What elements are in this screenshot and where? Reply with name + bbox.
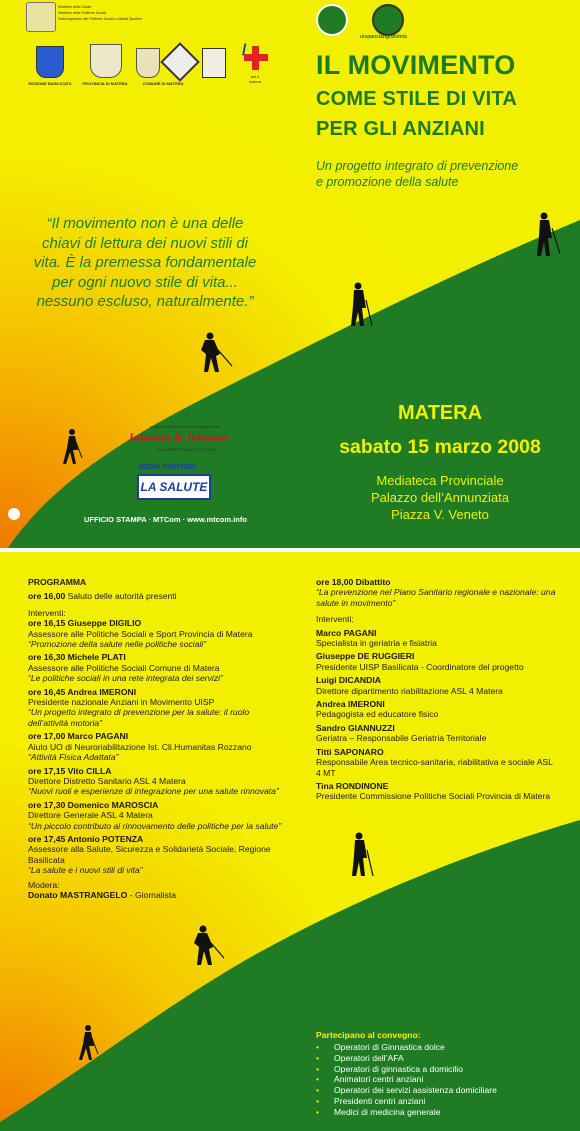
lasalute-logo: LA SALUTE	[137, 474, 211, 500]
debate-speaker	[316, 699, 556, 720]
debate-interventi-label: Interventi:	[316, 614, 354, 625]
johnson-logo: Johnson & Johnson	[127, 430, 229, 444]
event-venue	[300, 472, 580, 523]
program-column	[28, 577, 290, 900]
comune-label: COMUNE DI MATERA	[142, 81, 184, 86]
sassi-logo-icon	[202, 48, 226, 78]
debate-column	[316, 577, 556, 805]
program-item	[28, 687, 290, 729]
speaker-name: Giuseppe DE RUGGIERI	[316, 651, 415, 662]
asl-line2: matera	[248, 79, 262, 84]
event-date: sabato 15 marzo 2008	[339, 436, 541, 458]
program-item-head: ore 16,15 Giuseppe DIGILIO	[28, 618, 142, 629]
subtitle	[316, 158, 518, 190]
speaker-name: Marco PAGANI	[316, 627, 377, 638]
participants-heading: Partecipano al convegno:	[316, 1030, 421, 1040]
speaker-role: Presidente Commissione Politiche Sociali Provincia di Matera	[316, 791, 551, 802]
list-item: • Medici di medicina generale	[316, 1107, 566, 1118]
event-city: MATERA	[397, 402, 483, 424]
anziani-logo-icon	[372, 4, 404, 36]
program-item-talk: “Le politiche sociali in una rete integrata dei servizi”	[28, 673, 223, 684]
moderator-label: Modera:	[28, 879, 60, 890]
program-item-role: Aiuto UO di Neuroriabilitazione Ist. Cli.Humanitas Rozzano	[28, 741, 252, 752]
speaker-name: Luigi DICANDIA	[316, 675, 381, 686]
participants-block	[316, 1030, 566, 1118]
program-item-role: Assessore alla Salute, Sicurezza e Solidarietà Sociale, Regione Basilicata	[28, 844, 271, 865]
program-item	[28, 834, 290, 876]
quote-line: nessuno escluso, naturalmente.”	[36, 293, 254, 310]
speaker-name: Sandro GIANNUZZI	[316, 722, 395, 733]
asl-cross-icon: /	[244, 46, 268, 70]
program-item-talk: “Un piccolo contributo al rinnovamento delle politiche per la salute”	[28, 820, 282, 831]
speaker-role: Presidente UISP Basilicata - Coordinatore del progetto	[316, 661, 524, 672]
debate-speaker	[316, 747, 556, 778]
program-item	[28, 766, 290, 797]
program-item-head: ore 17,15 Vito CILLA	[28, 765, 112, 776]
venue-line1: Mediateca Provinciale	[376, 473, 504, 488]
debate-head: ore 18,00 Dibattito	[316, 577, 391, 587]
debate-talk: “La prevenzione nel Piano Sanitario regionale e nazionale: una salute in movimento”	[316, 587, 556, 608]
sponsor-note: progetto realizzato con il sostegno della	[149, 424, 221, 429]
program-item-role: Assessore alle Politiche Sociali Comune di Matera	[28, 662, 220, 673]
program-item-role: Assessore alle Politiche Sociali e Sport Provincia di Matera	[28, 628, 253, 639]
program-item-role: Presidente nazionale Anziani in Movimento UISP	[28, 697, 215, 708]
asl-label	[240, 74, 270, 84]
speaker-role: Geriatra – Responsabile Geriatria Territoriale	[316, 733, 487, 744]
program-item	[28, 731, 290, 762]
main-title-line1: IL MOVIMENTO	[316, 50, 516, 80]
program-heading: PROGRAMMA	[28, 577, 87, 587]
ministry-social: Ministero delle Politiche Sociali	[58, 11, 107, 15]
program-item-talk: “La salute e i nuovi stili di vita”	[28, 865, 143, 876]
list-item: • Presidenti centri anziani	[316, 1096, 566, 1107]
debate-speaker	[316, 628, 556, 649]
ministry-sport: Sottosegretario alle Politiche Sociali e Attività Sportive	[58, 17, 142, 21]
program-item-head: ore 16,30 Michele PLATI	[28, 652, 126, 663]
asl-line1: asl 4	[250, 74, 260, 79]
uisp-logo-icon	[316, 4, 348, 36]
program-panel	[0, 552, 580, 1131]
speaker-role: Pedagogista ed educatore fisico	[316, 709, 439, 720]
venue-line2: Palazzo dell’Annunziata	[370, 490, 510, 505]
program-item-talk: “Attività Fisica Adattata”	[28, 752, 119, 763]
anziani-logo-label: uispanziangrandetà	[360, 34, 407, 40]
sponsor-sub: SOCIAL RESPONSIBILITY IN ACTION	[154, 448, 216, 452]
list-item: • Animatori centri anziani	[316, 1074, 566, 1085]
program-item-head: ore 17,30 Domenico MAROSCIA	[28, 799, 159, 810]
provincia-label: PROVINCIA DI MATERA	[82, 81, 128, 86]
debate-entry	[316, 577, 556, 608]
interventi-label: Interventi:	[28, 607, 66, 618]
program-item	[28, 652, 290, 683]
ministries-list	[58, 4, 142, 22]
ministry-health: Ministero della Salute	[58, 5, 92, 9]
quote	[30, 214, 260, 312]
list-item: • Operatori di ginnastica a domicilio	[316, 1064, 566, 1075]
speaker-name: Tina RONDINONE	[316, 780, 389, 791]
press-office-line: UFFICIO STAMPA · MTCom · www.mtcom.info	[84, 515, 247, 524]
list-item: • Operatori dei servizi assistenza domiciliare	[316, 1085, 566, 1096]
speaker-role: Specialista in geriatria e fisiatria	[316, 638, 437, 649]
program-item-head: ore 17,45 Antonio POTENZA	[28, 833, 144, 844]
main-title-line2: COME STILE DI VITA	[316, 88, 518, 110]
opening-entry	[28, 591, 290, 601]
program-item	[28, 800, 290, 831]
program-item-role: Direttore Distretto Sanitario ASL 4 Matera	[28, 775, 186, 786]
subtitle-line2: e promozione della salute	[316, 175, 459, 189]
media-partner-label: MEDIA PARTNER	[138, 464, 196, 471]
regione-label: REGIONE BASILICATA	[28, 81, 72, 86]
debate-speaker	[316, 723, 556, 744]
list-item: • Operatori dell’AFA	[316, 1053, 566, 1064]
debate-speaker	[316, 781, 556, 802]
list-item: • Operatori di Ginnastica dolce	[316, 1042, 566, 1053]
comune-shield-icon	[136, 48, 160, 78]
moderator-role: - Giornalista	[127, 889, 177, 900]
moderator-name: Donato MASTRANGELO	[28, 889, 128, 900]
debate-speaker	[316, 675, 556, 696]
program-item	[28, 618, 290, 649]
speaker-role: Direttore dipartimento riabilitazione ASL 4 Matera	[316, 685, 503, 696]
program-item-talk: “Promozione della salute nelle politiche sociali”	[28, 639, 207, 650]
opening-time: ore 16,00	[28, 591, 66, 602]
sun-icon	[8, 508, 20, 520]
main-title-line3: PER GLI ANZIANI	[316, 118, 485, 140]
program-item-talk: “Nuovi ruoli e esperienze di integrazione per una salute rinnovata”	[28, 786, 279, 797]
speaker-name: Andrea IMERONI	[316, 699, 385, 710]
venue-line3: Piazza V. Veneto	[391, 507, 489, 522]
program-item-head: ore 16,45 Andrea IMERONI	[28, 686, 137, 697]
provincia-shield-icon	[90, 44, 122, 78]
quote-line: “Il movimento non è una delle	[46, 215, 244, 232]
regione-shield-icon	[36, 46, 64, 78]
cover-panel	[0, 0, 580, 548]
program-item-head: ore 17,00 Marco PAGANI	[28, 731, 129, 742]
program-item-role: Direttore Generale ASL 4 Matera	[28, 810, 153, 821]
quote-line: vita. È la premessa fondamentale	[33, 254, 257, 271]
participants-list	[316, 1042, 566, 1118]
quote-line: chiavi di lettura dei nuovi stili di	[42, 234, 248, 252]
subtitle-line1: Un progetto integrato di prevenzione	[316, 159, 519, 173]
speaker-name: Titti SAPONARO	[316, 746, 384, 757]
moderator	[28, 890, 290, 900]
speaker-role: Responsabile Area tecnico-sanitaria, riabilitativa e sociale ASL 4 MT	[316, 757, 553, 778]
opening-text: Saluto delle autorità presenti	[65, 591, 177, 602]
debate-speaker	[316, 651, 556, 672]
republic-emblem	[26, 2, 56, 32]
program-item-talk: “Un progetto integrato di prevenzione per la salute: il ruolo dell’attività motoria”	[28, 707, 250, 728]
quote-line: per ogni nuovo stile di vita...	[52, 273, 238, 291]
